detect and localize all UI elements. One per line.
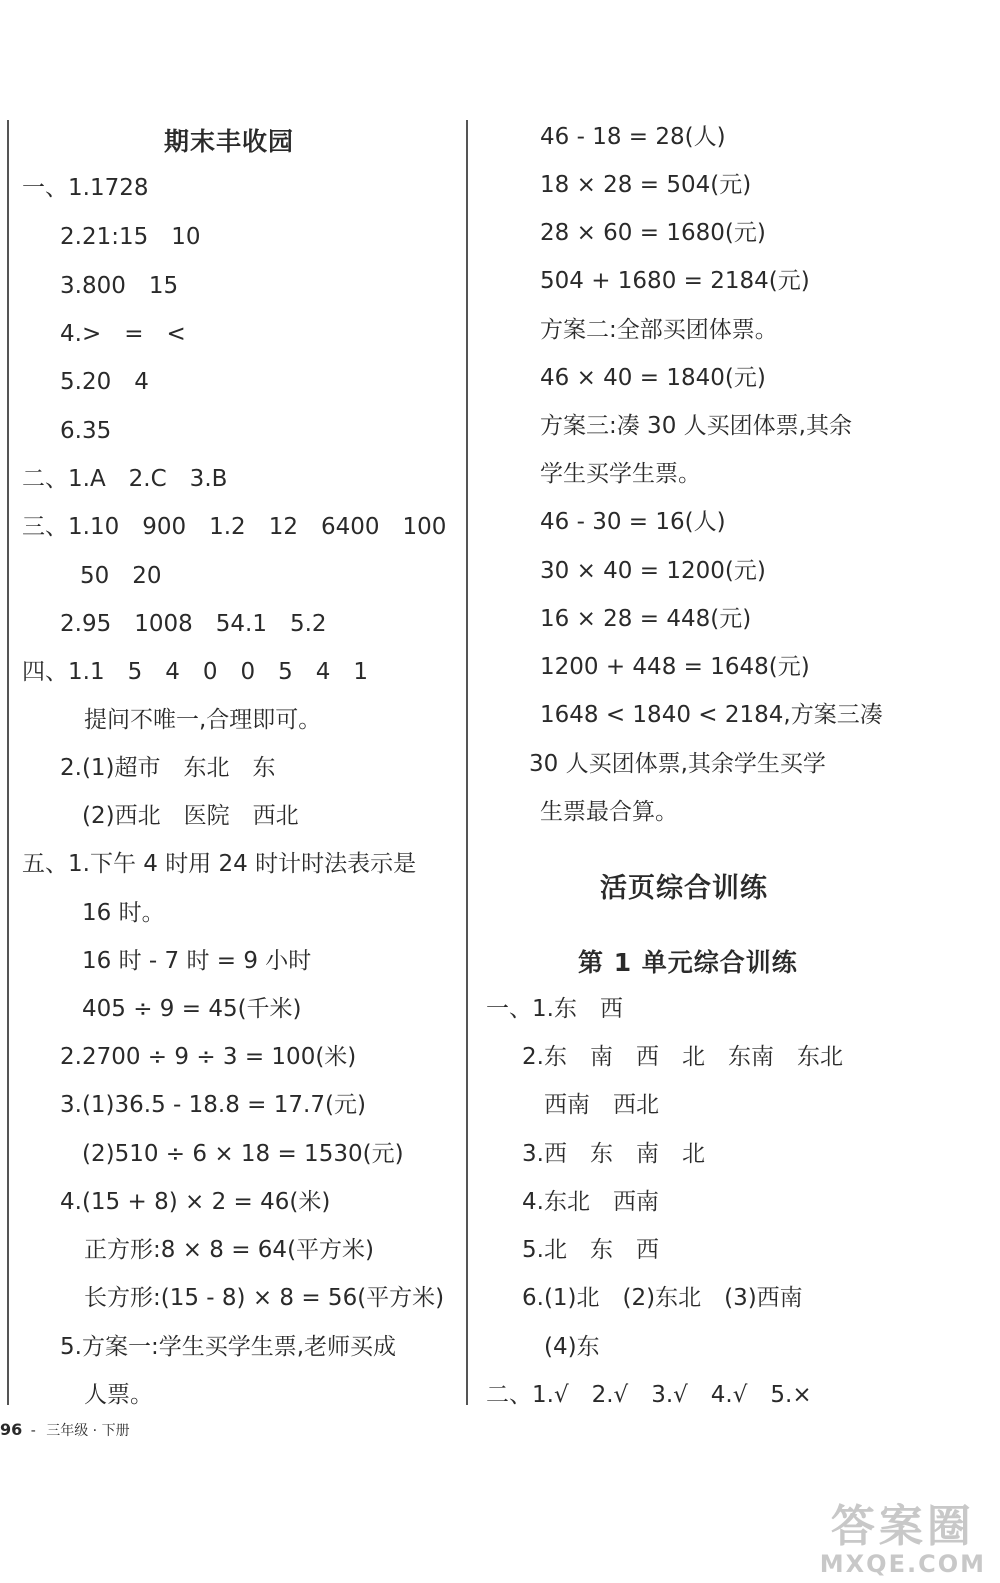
answer-line: 学生买学生票。 [540,461,701,487]
site-watermark [820,1503,986,1577]
footer-separator: - [30,1423,36,1439]
answer-line: 1648 < 1840 < 2184,方案三凑 [540,702,883,728]
answer-line: 4.东北 西南 [522,1189,659,1215]
answer-line: 方案三:凑 30 人买团体票,其余 [540,413,852,439]
answer-line: 4.(15 + 8) × 2 = 46(米) [60,1189,331,1215]
answer-line: 西南 西北 [544,1092,659,1118]
answer-line: 6.(1)北 (2)东北 (3)西南 [522,1285,803,1311]
answer-line: 一、1.1728 [22,175,149,201]
answer-line: 16 时。 [82,900,165,926]
watermark-logo-text: 答案圈 [830,1501,975,1552]
answer-line: 2.东 南 西 北 东南 东北 [522,1044,843,1070]
answer-line: 2.95 1008 54.1 5.2 [60,611,327,637]
answer-line: 二、1.A 2.C 3.B [22,466,228,492]
answer-line: 46 × 40 = 1840(元) [540,365,766,391]
answer-line: 生票最合算。 [540,799,678,825]
answer-line: 5.20 4 [60,369,149,395]
watermark-url: MXQE.COM [819,1550,986,1578]
answer-line: 提问不唯一,合理即可。 [84,707,322,733]
answer-line: 四、1.1 5 4 0 0 5 4 1 [22,659,369,685]
answer-line: 2.2700 ÷ 9 ÷ 3 = 100(米) [60,1044,357,1070]
answer-line: 6.35 [60,418,112,444]
answer-line: 2.(1)超市 东北 东 [60,755,276,781]
answer-line: 504 + 1680 = 2184(元) [540,268,810,294]
answer-line: 5.北 东 西 [522,1237,659,1263]
section-title-final: 期末丰收园 [164,127,295,156]
answer-line: (2)西北 医院 西北 [82,803,299,829]
answer-line: 16 时 - 7 时 = 9 小时 [82,948,312,974]
answer-line: (4)东 [544,1334,600,1360]
answer-line: 50 20 [80,563,162,589]
answer-line: 46 - 30 = 16(人) [540,509,726,535]
section-title-loose-leaf: 活页综合训练 [600,873,768,904]
left-margin-rule [7,120,9,1405]
answer-line: 3.800 15 [60,273,179,299]
answer-line: 405 ÷ 9 = 45(千米) [82,996,302,1022]
unit-title: 第 1 单元综合训练 [578,948,798,977]
answer-line: 4.> = < [60,321,186,347]
answer-line: 5.方案一:学生买学生票,老师买成 [60,1334,397,1360]
answer-line: 3.(1)36.5 - 18.8 = 17.7(元) [60,1092,366,1118]
answer-line: 2.21:15 10 [60,224,201,250]
answer-line: 30 × 40 = 1200(元) [540,558,766,584]
column-divider [466,120,468,1405]
answer-line: 16 × 28 = 448(元) [540,606,752,632]
grade-label: 三年级 · 下册 [46,1423,130,1439]
answer-line: 人票。 [84,1382,153,1408]
answer-line: 1200 + 448 = 1648(元) [540,654,810,680]
answer-line: 方案二:全部买团体票。 [540,317,778,343]
page-footer [0,1420,130,1440]
answer-line: 三、1.10 900 1.2 12 6400 100 [22,514,447,540]
answer-line: 28 × 60 = 1680(元) [540,220,766,246]
answer-line: 30 人买团体票,其余学生买学 [529,751,826,777]
answer-line: 五、1.下午 4 时用 24 时计时法表示是 [22,851,417,877]
answer-line: 一、1.东 西 [486,996,623,1022]
answer-line: 二、1.√ 2.√ 3.√ 4.√ 5.× [486,1382,812,1408]
answer-line: (2)510 ÷ 6 × 18 = 1530(元) [82,1141,404,1167]
answer-line: 长方形:(15 - 8) × 8 = 56(平方米) [84,1285,445,1311]
page-number: 96 [0,1420,23,1439]
answer-line: 3.西 东 南 北 [522,1141,705,1167]
answer-line: 正方形:8 × 8 = 64(平方米) [84,1237,375,1263]
answer-line: 46 - 18 = 28(人) [540,124,726,150]
answer-line: 18 × 28 = 504(元) [540,172,752,198]
